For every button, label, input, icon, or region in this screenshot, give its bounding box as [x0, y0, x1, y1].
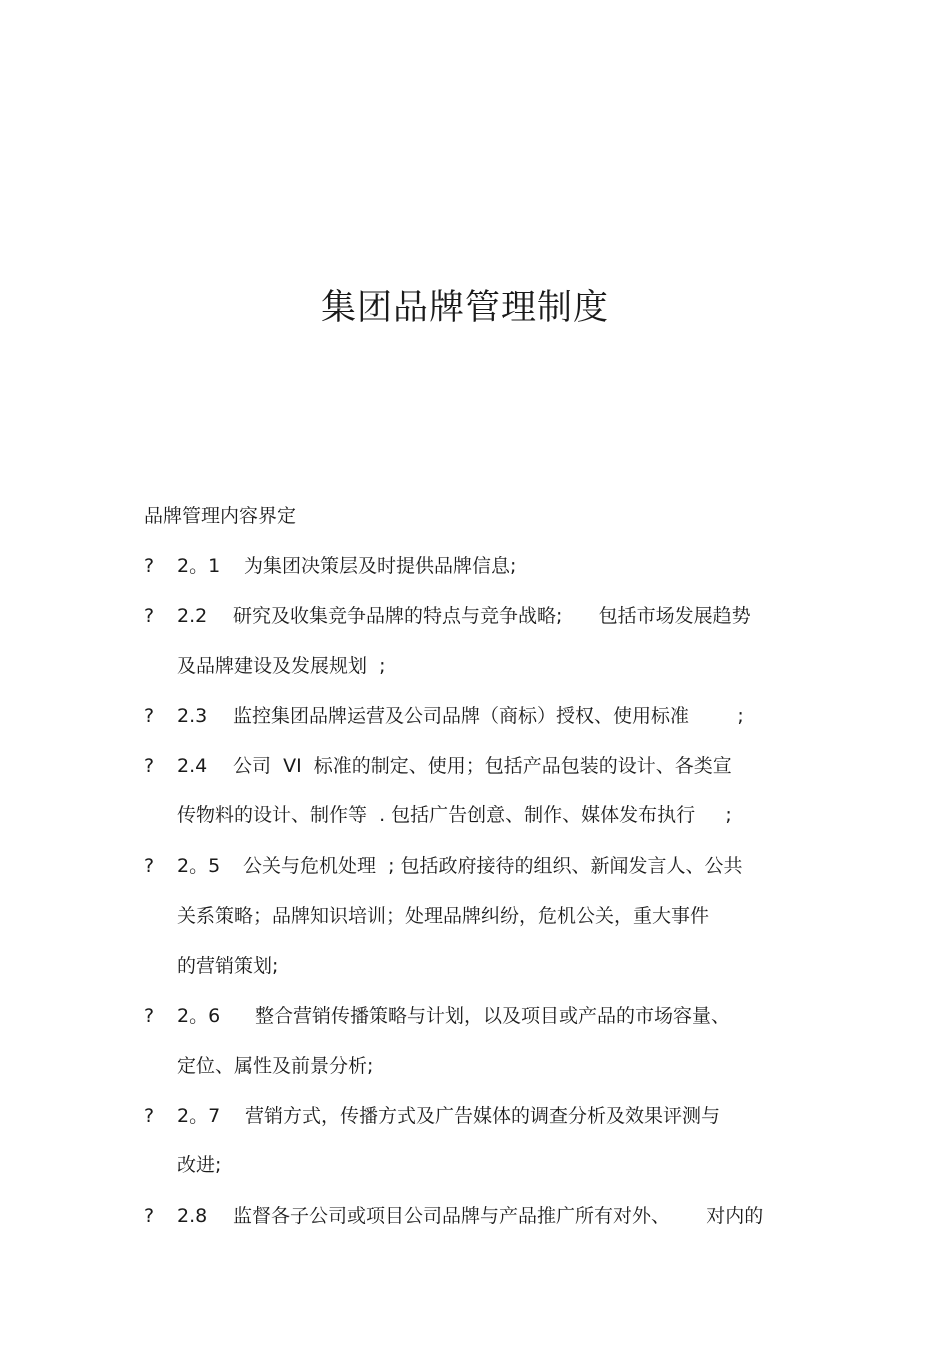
- item-number: 2。7: [177, 1105, 221, 1127]
- item-text-line: 监控集团品牌运营及公司品牌（商标）授权、使用标准 ;: [233, 705, 744, 727]
- list-bullet: ?: [144, 855, 155, 877]
- list-bullet: ?: [144, 605, 155, 627]
- item-number: 2.2: [177, 605, 208, 627]
- item-text-line: 及品牌建设及发展规划 ;: [177, 655, 386, 677]
- item-number: 2.4: [177, 755, 208, 777]
- item-number: 2。6: [177, 1005, 221, 1027]
- list-bullet: ?: [144, 1005, 155, 1027]
- section-heading: 品牌管理内容界定: [144, 505, 297, 527]
- item-text-line: 定位、属性及前景分析;: [177, 1055, 374, 1077]
- list-bullet: ?: [144, 1205, 155, 1227]
- item-number: 2。5: [177, 855, 221, 877]
- item-text-line: 关系策略；品牌知识培训；处理品牌纠纷，危机公关，重大事件: [177, 905, 710, 927]
- item-text-line: 营销方式，传播方式及广告媒体的调查分析及效果评测与: [245, 1105, 721, 1127]
- item-text-line: 公司 VI 标准的制定、使用；包括产品包装的设计、各类宣: [233, 755, 732, 777]
- item-text-line: 整合营销传播策略与计划，以及项目或产品的市场容量、: [255, 1005, 731, 1027]
- list-bullet: ?: [144, 705, 155, 727]
- item-text-line: 为集团决策层及时提供品牌信息;: [244, 555, 517, 577]
- item-text-line: 监督各子公司或项目公司品牌与产品推广所有对外、 对内的: [233, 1205, 764, 1227]
- item-text-line: 研究及收集竞争品牌的特点与竞争战略; 包括市场发展趋势: [233, 605, 751, 627]
- item-text-line: 公关与危机处理 ; 包括政府接待的组织、新闻发言人、公共: [243, 855, 743, 877]
- item-number: 2.3: [177, 705, 208, 727]
- list-bullet: ?: [144, 755, 155, 777]
- item-number: 2。1: [177, 555, 221, 577]
- item-text-line: 改进;: [177, 1154, 222, 1176]
- item-text-line: 的营销策划;: [177, 955, 279, 977]
- item-text-line: 传物料的设计、制作等 . 包括广告创意、制作、媒体发布执行 ;: [177, 804, 732, 826]
- list-bullet: ?: [144, 1105, 155, 1127]
- list-bullet: ?: [144, 555, 155, 577]
- document-title: 集团品牌管理制度: [320, 288, 609, 328]
- item-number: 2.8: [177, 1205, 208, 1227]
